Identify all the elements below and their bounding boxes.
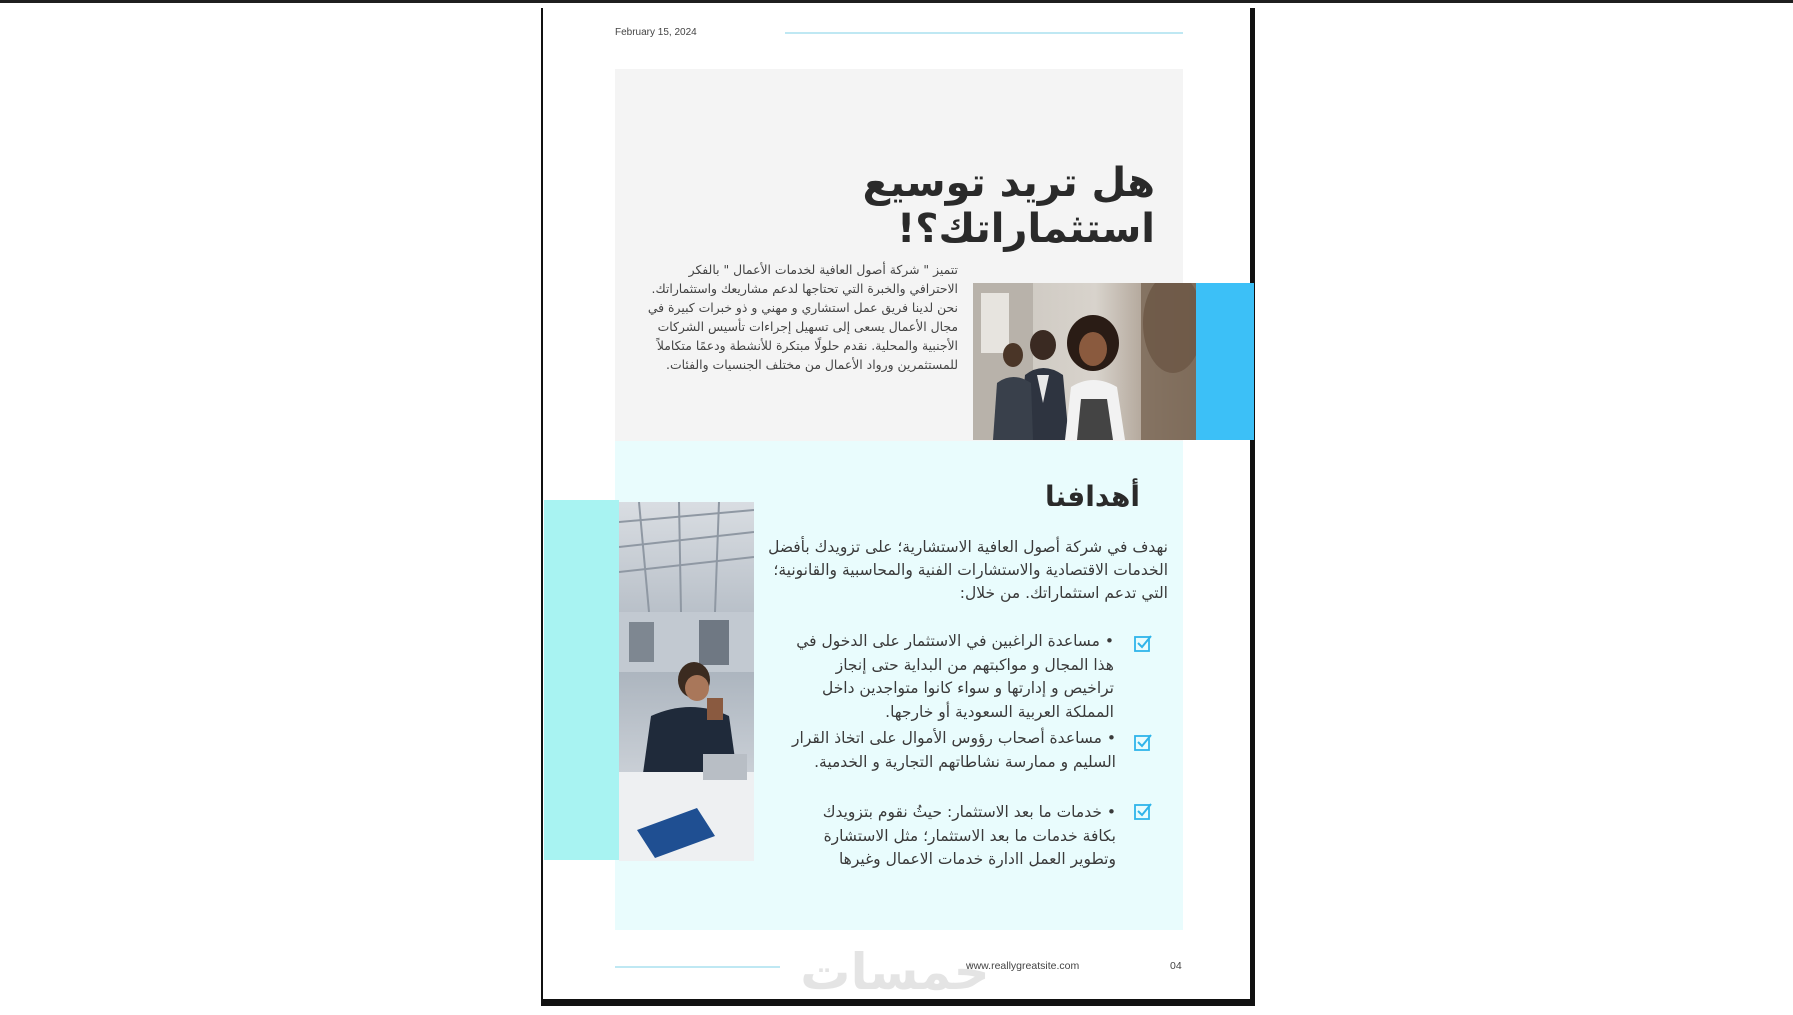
intro-line: مجال الأعمال يسعى إلى تسهيل إجراءات تأسيس الشركات — [657, 319, 958, 334]
goal-line: تراخيص و إدارتها و سواء كانوا متواجدين داخل — [821, 679, 1114, 697]
goal-line: بكافة خدمات ما بعد الاستثمار؛ مثل الاستشارة — [823, 826, 1116, 845]
goal-line: المملكة العربية السعودية أو خارجها. — [885, 702, 1114, 721]
team-meeting-photo — [973, 283, 1196, 440]
intro-line: نحن لدينا فريق عمل استشاري و مهني و ذو خبرات كبيرة في — [647, 300, 958, 315]
goal-item — [780, 801, 1116, 872]
svg-text:خمسات: خمسات — [800, 943, 990, 999]
goals-title: أهدافنا — [1044, 480, 1140, 513]
checkbox-check-icon — [1134, 802, 1152, 820]
hero-title: هل تريد توسيع استثماراتك؟! — [862, 160, 1155, 252]
goals-intro-line: الخدمات الاقتصادية والاستشارات الفنية والمحاسبية والقانونية؛ — [773, 561, 1168, 579]
page-number: 04 — [1170, 960, 1182, 972]
goal-item — [780, 727, 1116, 774]
businessman-laptop-photo — [619, 502, 754, 861]
footer-url: www.reallygreatsite.com — [966, 960, 1080, 972]
top-border — [0, 0, 1793, 3]
checkbox-check-icon — [1134, 634, 1152, 652]
hero-intro-paragraph — [630, 260, 958, 374]
goal-line: السليم و ممارسة نشاطاتهم التجارية و الخدمية. — [814, 752, 1116, 771]
goals-intro-line: نهدف في شركة أصول العافية الاستشارية؛ على تزويدك بأفضل — [768, 538, 1168, 556]
footer-rule — [615, 966, 780, 968]
aqua-accent-block — [544, 500, 619, 860]
checkbox-check-icon — [1134, 733, 1152, 751]
goal-line: • مساعدة أصحاب رؤوس الأموال على اتخاذ القرار — [792, 729, 1116, 747]
document-date: February 15, 2024 — [615, 27, 697, 38]
goal-item — [780, 630, 1114, 724]
intro-line: الاحترافي والخبرة التي تحتاجها لدعم مشاريعك واستثماراتك. — [651, 281, 958, 296]
khamsat-watermark-logo — [785, 943, 1005, 999]
intro-line: تتميز " شركة أصول العافية لخدمات الأعمال " بالفكر — [688, 262, 958, 277]
goal-line: هذا المجال و مواكبتهم من البداية حتى إنجاز — [835, 655, 1114, 674]
goal-line: • خدمات ما بعد الاستثمار: حيثُ نقوم بتزويدك — [822, 803, 1116, 821]
goal-line: وتطوير العمل اادارة خدمات الاعمال وغيرها — [838, 850, 1116, 868]
header-rule — [785, 32, 1183, 34]
intro-line: للمستثمرين ورواد الأعمال من مختلف الجنسيات والفئات. — [666, 357, 958, 372]
goals-intro-line: التي تدعم استثماراتك. من خلال: — [959, 584, 1168, 602]
goal-line: • مساعدة الراغبين في الاستثمار على الدخول في — [796, 632, 1114, 650]
intro-line: الأجنبية والمحلية. نقدم حلولًا مبتكرة للأنشطة ودعمًا متكاملاً — [656, 338, 958, 353]
blue-accent-block — [1196, 283, 1254, 440]
goals-intro-paragraph — [760, 536, 1168, 605]
